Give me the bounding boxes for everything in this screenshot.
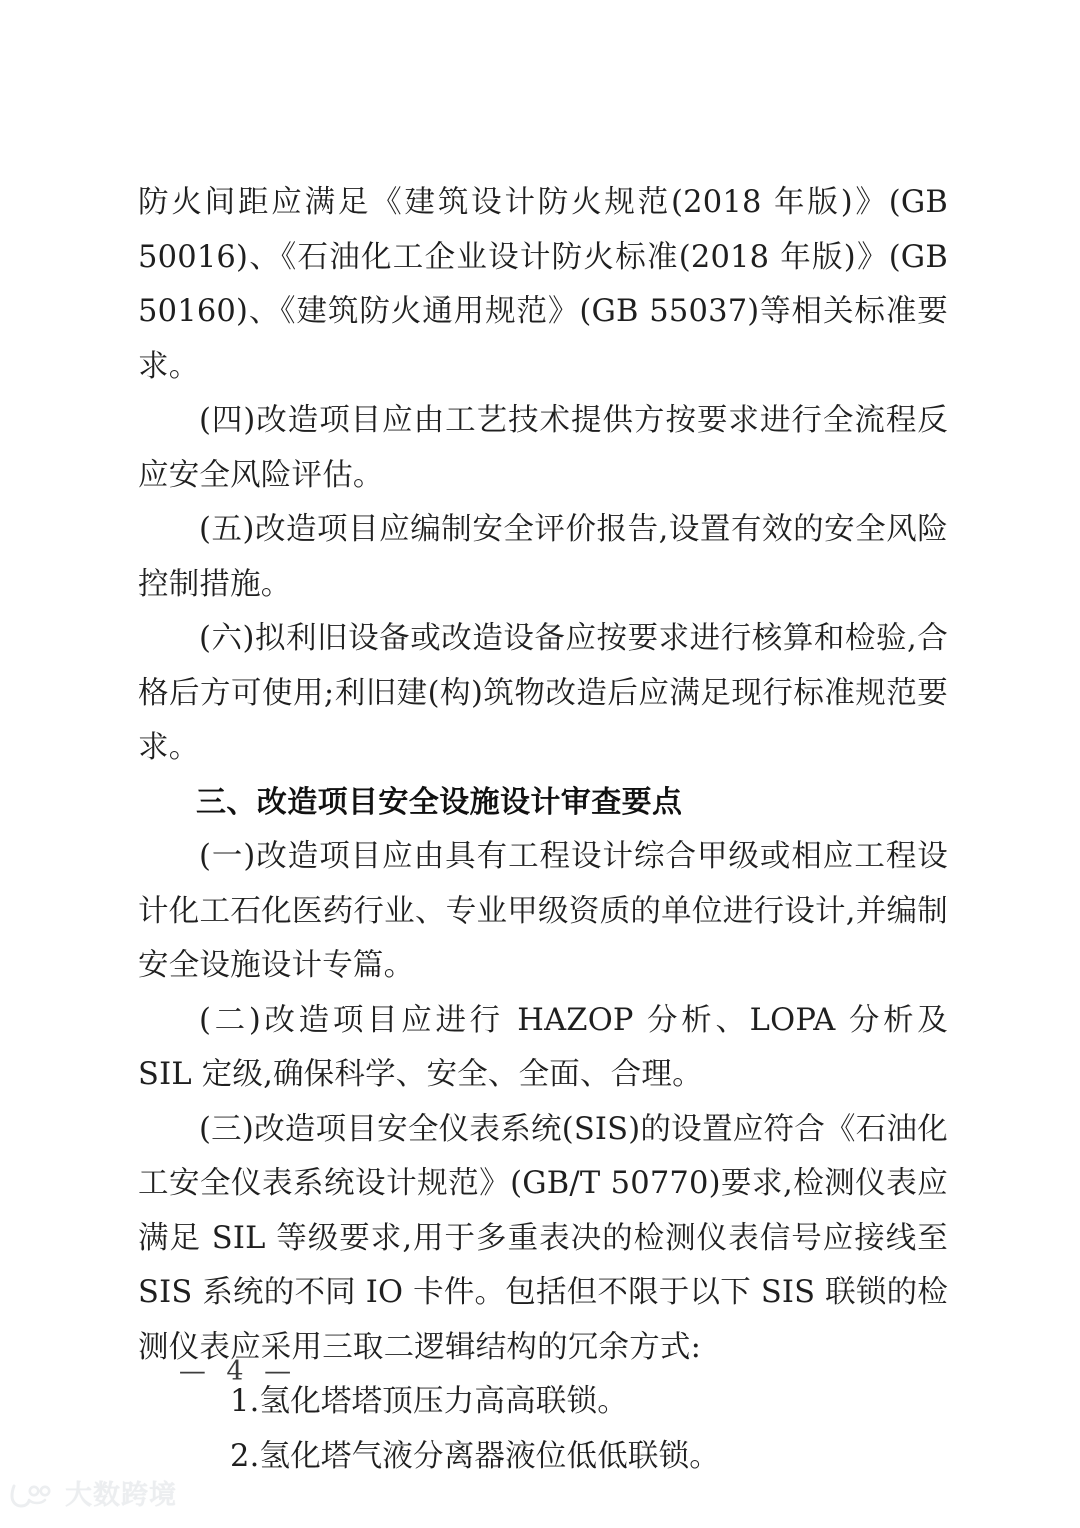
paragraph-section3-item-one: (一)改造项目应由具有工程设计综合甲级或相应工程设计化工石化医药行业、专业甲级资质的单位进行设计,并编制安全设施设计专篇。 (138, 839, 948, 983)
section-heading-three: 三、改造项目安全设施设计审查要点 (196, 785, 683, 819)
numbered-item-2: 2.氢化塔气液分离器液位低低联锁。 (230, 1438, 720, 1474)
watermark-text: 大数跨境 (65, 1480, 177, 1510)
page-number-footer: — 4 — (178, 1356, 298, 1387)
watermark (10, 1482, 177, 1509)
numbered-item-1: 1.氢化塔塔顶压力高高联锁。 (230, 1384, 628, 1419)
paragraph-section3-item-three: (三)改造项目安全仪表系统(SIS)的设置应符合《石油化工安全仪表系统设计规范》(GB/T 50770)要求,检测仪表应满足 SIL 等级要求,用于多重表决的检测仪表信号应接线至 SIS 系统的不同 IO 卡件。包括但不限于以下 SIS 联锁的检测仪表应采用三取二逻辑结构的冗余方式: (138, 1111, 948, 1365)
paragraph-section3-item-two: (二)改造项目应进行 HAZOP 分析、LOPA 分析及 SIL 定级,确保科学、安全、全面、合理。 (138, 1002, 948, 1092)
paragraph-item-four: (四)改造项目应由工艺技术提供方按要求进行全流程反应安全风险评估。 (138, 403, 948, 493)
paragraph-item-five: (五)改造项目应编制安全评价报告,设置有效的安全风险控制措施。 (138, 512, 948, 602)
logo-mark-icon (10, 1483, 56, 1509)
paragraph-item-six: (六)拟利旧设备或改造设备应按要求进行核算和检验,合格后方可使用;利旧建(构)筑物改造后应满足现行标准规范要求。 (138, 621, 948, 765)
paragraph-fire-distance: 防火间距应满足《建筑设计防火规范(2018 年版)》(GB 50016)、《石油化工企业设计防火标准(2018 年版)》(GB 50160)、《建筑防火通用规范》(GB 55037)等相关标准要求。 (138, 185, 948, 384)
document-body (138, 176, 948, 1484)
